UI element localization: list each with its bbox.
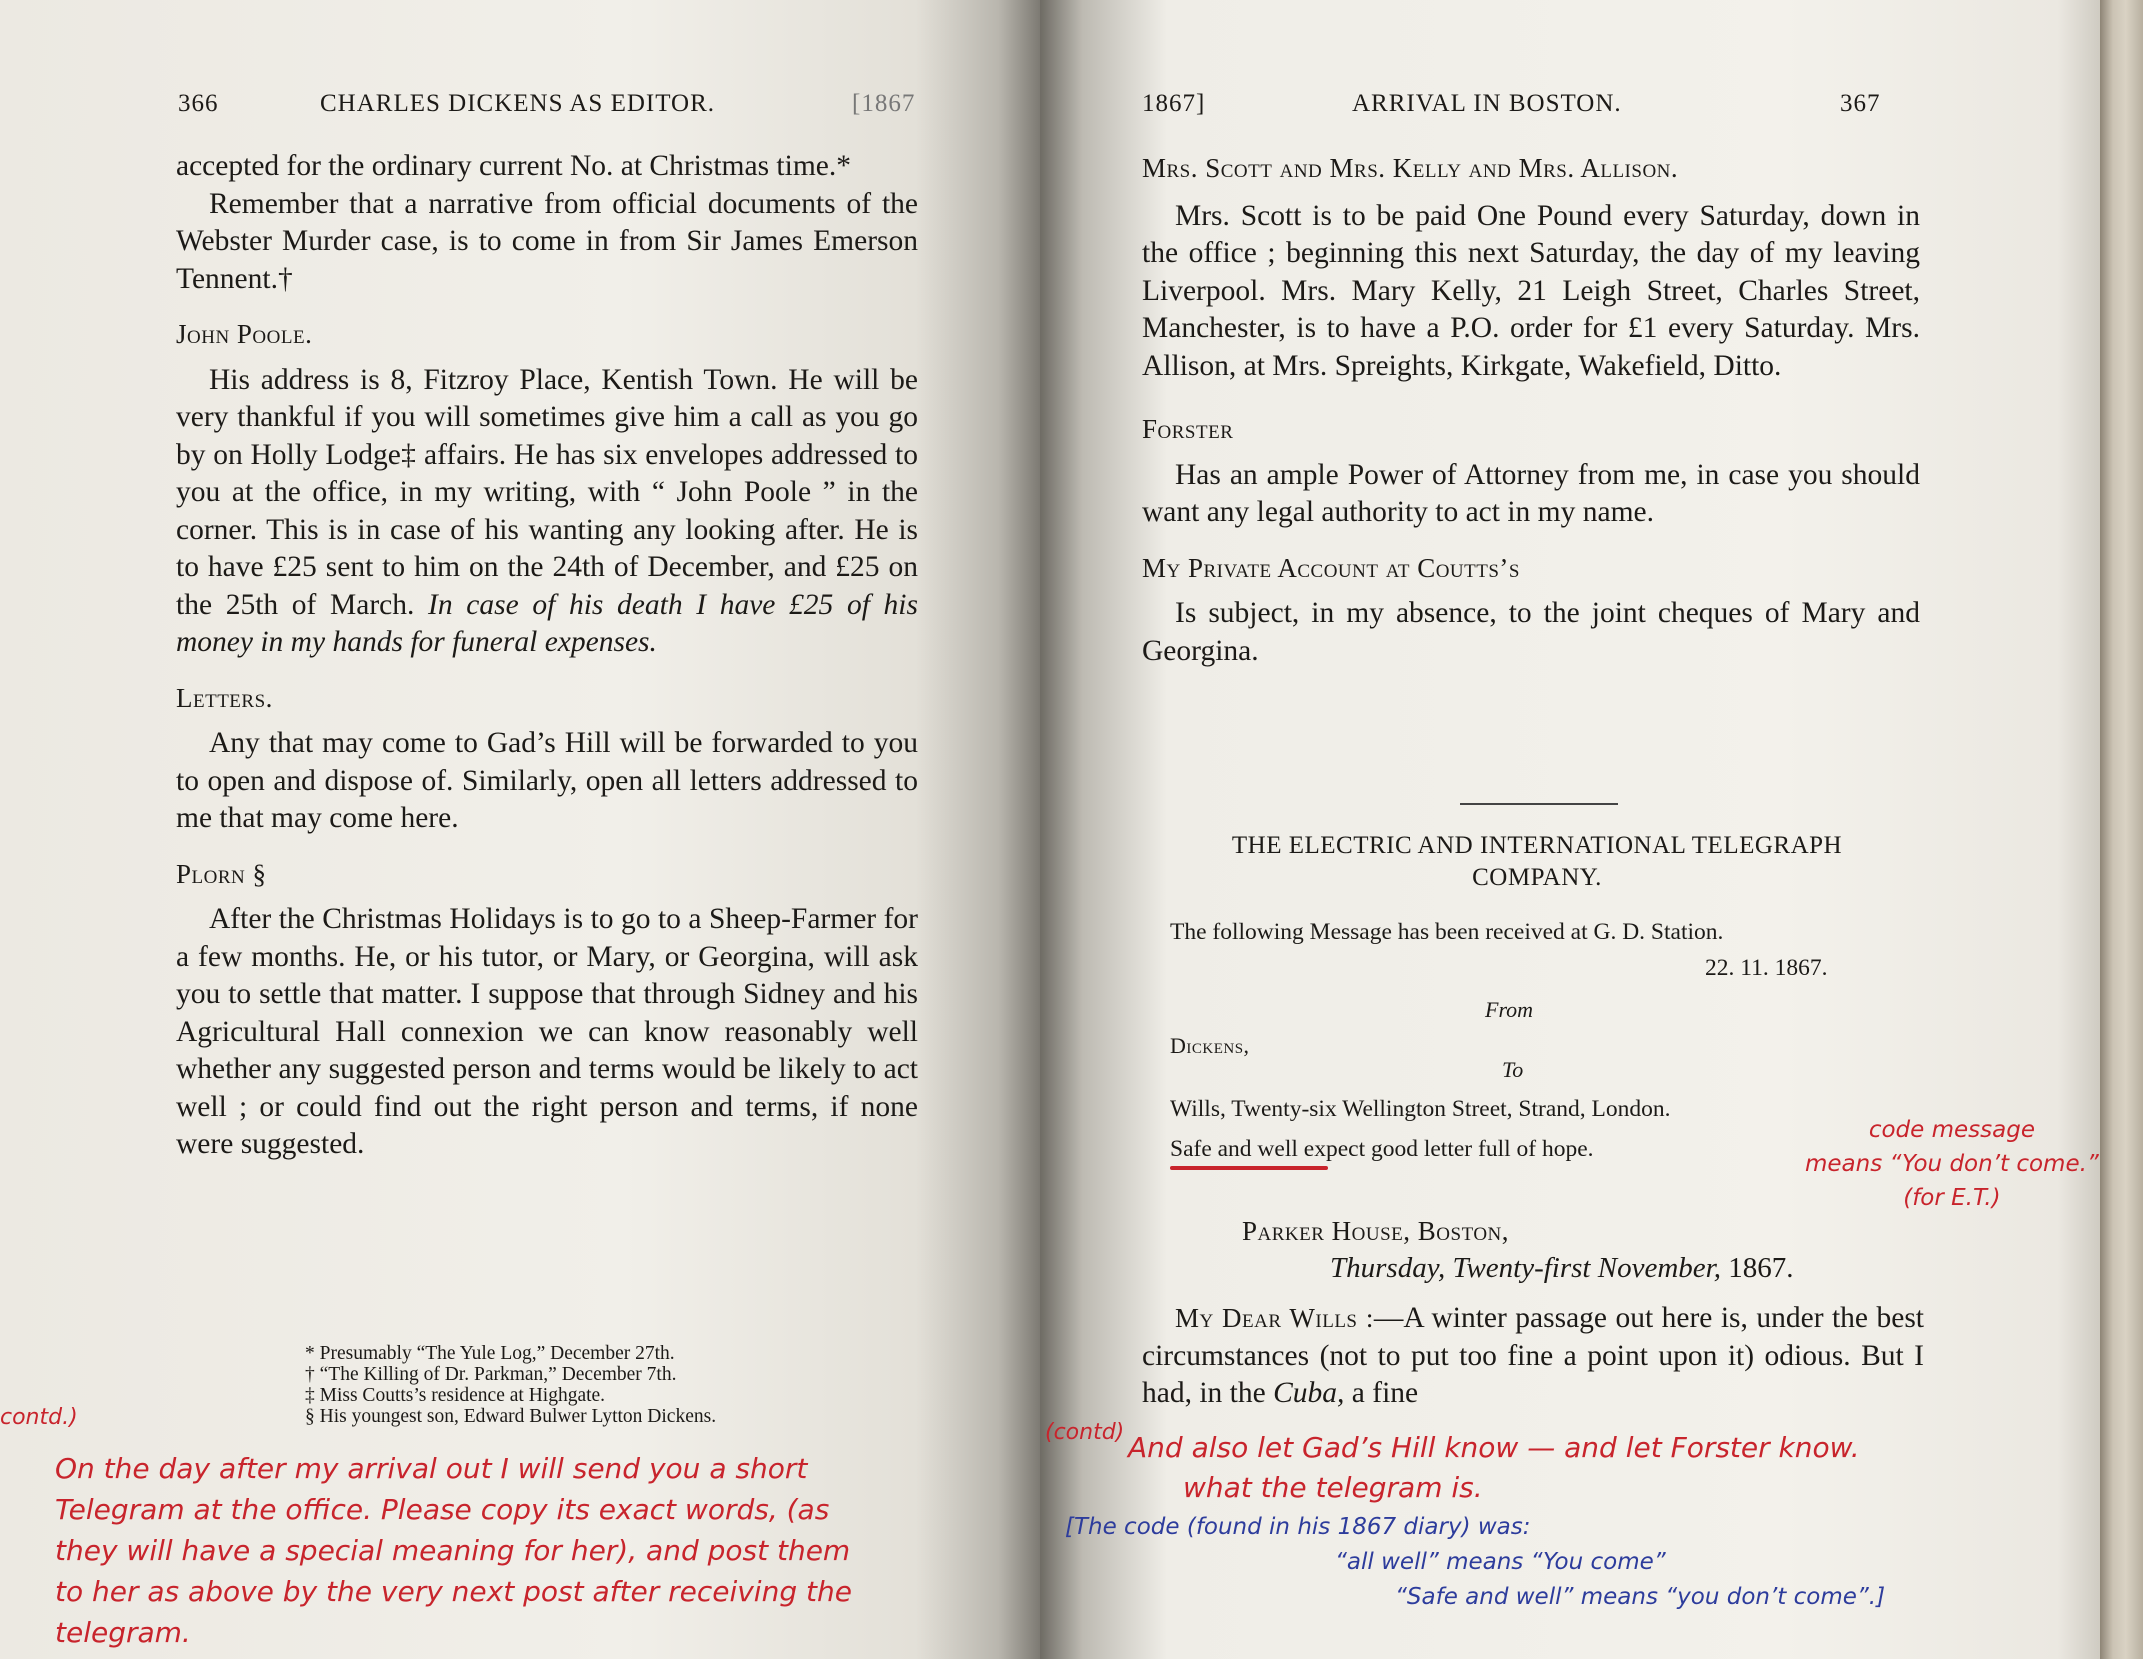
poole-italic: In case of his death I have £25 of his money in my hands for funeral expenses.: [176, 588, 918, 658]
footnotes: [305, 1343, 865, 1427]
book-edge: [2100, 0, 2143, 1659]
telegram-company-line1: THE ELECTRIC AND INTERNATIONAL TELEGRAPH: [1231, 832, 1843, 859]
paragraph-scott: Mrs. Scott is to be paid One Pound every Saturday, down in the office ; beginning this next Saturday, the day of my leaving Liverpool. Mrs. Mary Kelly, 21 Leigh Street, Charles Street, Manchester, is to have a P.O. order for £1 every Saturday. Mrs. Allison, at Mrs. Spreights, Kirkgate, Wakefield, Ditto.: [1142, 199, 1920, 382]
footnote-1: * Presumably “The Yule Log,” December 27th.: [305, 1343, 675, 1364]
letter-paragraph: [1142, 1300, 1924, 1413]
handwritten-code-note: [1805, 1113, 2099, 1215]
annotation-contd-right: (contd): [1045, 1420, 1125, 1445]
left-page-number: 366: [178, 90, 219, 117]
handwritten-annotation-left: [55, 1448, 852, 1653]
right-main-text: [1142, 150, 1920, 670]
paragraph-remember: Remember that a narrative from official documents of the Webster Murder case, is to come in from Sir James Emerson Tennent.†: [176, 187, 918, 295]
left-page: [0, 0, 1040, 1659]
code-note-line-3: (for E.T.): [1903, 1185, 2001, 1211]
telegram-to-label: To: [1502, 1057, 1524, 1082]
telegram-from-label: From: [1485, 997, 1534, 1022]
left-year-mark: [1867: [852, 90, 916, 117]
annotation-line-2: Telegram at the office. Please copy its exact words, (as: [55, 1493, 830, 1526]
handwritten-underline: [1170, 1166, 1328, 1170]
telegram-message-underlined: Safe and well: [1170, 1136, 1298, 1162]
letter-place-text: Parker House, Boston,: [1242, 1216, 1510, 1246]
paragraph-forster: Has an ample Power of Attorney from me, in case you should want any legal authority to act in my name.: [1142, 458, 1920, 528]
annotation-line-1: On the day after my arrival out I will send you a short: [55, 1452, 808, 1485]
paragraph-letters: Any that may come to Gad’s Hill will be forwarded to you to open and dispose of. Similarly, open all letters addressed to me that may come here.: [176, 727, 918, 834]
paragraph-plorn: After the Christmas Holidays is to go to a Sheep-Farmer for a few months. He, or his tutor, or Mary, or Georgina, will ask you to settle that matter. I suppose that through Sidney and his Agricultural Hall connexion we can know reasonably well whether any suggested person and terms would be likely to act well ; or could find out the right person and terms, if none were suggested.: [176, 903, 918, 1160]
letter-year: 1867.: [1720, 1252, 1794, 1284]
handwritten-code-explanation: [1065, 1510, 1885, 1615]
footnote-3: ‡ Miss Coutts’s residence at Highgate.: [305, 1385, 606, 1406]
heading-plorn: Plorn §: [176, 858, 267, 889]
telegram-to-address: Wills, Twenty-six Wellington Street, Strand, London.: [1170, 1096, 1671, 1122]
letter-body: [1142, 1300, 1924, 1413]
code-note-line-1: code message: [1868, 1117, 2035, 1143]
right-page: [1040, 0, 2100, 1659]
footnote-4: § His youngest son, Edward Bulwer Lytton Dickens.: [305, 1406, 717, 1427]
annotation-line-5: telegram.: [55, 1616, 191, 1649]
handwritten-annotation-right: [1128, 1428, 1860, 1508]
letter-text: —A winter passage out here is, under the best circumstances (not to put too fine a point upon it) odious. But I had, in the: [1142, 1302, 1924, 1409]
left-running-head: CHARLES DICKENS AS EDITOR.: [320, 90, 716, 117]
heading-private-account: My Private Account at Coutts’s: [1142, 552, 1520, 583]
code-explanation-line-2: “all well” means “You come”: [1335, 1549, 1666, 1575]
telegram-from-name: Dickens,: [1170, 1033, 1250, 1058]
heading-forster: Forster: [1142, 414, 1234, 444]
annotation-line-3: they will have a special meaning for her), and post them: [55, 1534, 851, 1567]
heading-john-poole: John Poole.: [176, 319, 313, 349]
paragraph-poole: [176, 362, 918, 662]
code-explanation-line-1: [The code (found in his 1867 diary) was:: [1065, 1514, 1531, 1540]
telegram-message-rest: expect good letter full of hope.: [1297, 1136, 1594, 1162]
letter-text-end: a fine: [1344, 1377, 1419, 1409]
telegram-date: 22. 11. 1867.: [1705, 955, 1828, 981]
letter-place: [1242, 1213, 1509, 1251]
letter-date: [1330, 1250, 1793, 1288]
code-explanation-line-3: “Safe and well” means “you don’t come”.]: [1395, 1584, 1886, 1610]
annotation-right-line-1: And also let Gad’s Hill know — and let Forster know.: [1128, 1431, 1860, 1464]
telegram-company-line2: COMPANY.: [1472, 864, 1602, 891]
heading-letters: Letters.: [176, 682, 273, 713]
footnote-2: † “The Killing of Dr. Parkman,” December 7th.: [305, 1364, 677, 1385]
right-page-number: 367: [1840, 90, 1881, 117]
telegram-message: [1170, 1133, 1594, 1165]
telegram-company: [1152, 830, 1922, 894]
telegram-received: The following Message has been received at G. D. Station.: [1170, 919, 1724, 945]
poole-text: His address is 8, Fitzroy Place, Kentish Town. He will be very thankful if you will sometimes give him a call as you go by on Holly Lodge‡ affairs. He has six envelopes addressed to you at the office, in my writing, with “ John Poole ” in the corner. This is in case of his wanting any looking after. He is to have £25 sent to him on the 24th of December, and £25 on the 25th of March.: [176, 363, 918, 621]
code-note-line-2: means “You don’t come.”: [1805, 1151, 2099, 1177]
heading-scott-kelly-allison: Mrs. Scott and Mrs. Kelly and Mrs. Allison.: [1142, 153, 1679, 183]
annotation-line-4: to her as above by the very next post after receiving the: [55, 1575, 852, 1608]
ship-name: Cuba,: [1273, 1377, 1345, 1409]
right-running-head: ARRIVAL IN BOSTON.: [1352, 90, 1622, 117]
right-year-mark: 1867]: [1142, 90, 1206, 117]
letter-date-italic: Thursday, Twenty-first November,: [1330, 1252, 1721, 1284]
paragraph-christmas: accepted for the ordinary current No. at Christmas time.*: [176, 150, 851, 182]
annotation-right-line-2: what the telegram is.: [1183, 1471, 1483, 1504]
section-divider: [1460, 803, 1618, 805]
letter-salutation: My Dear Wills :: [1175, 1303, 1374, 1333]
annotation-contd-left: contd.): [0, 1405, 78, 1430]
left-main-text: [176, 148, 918, 1164]
paragraph-coutts: Is subject, in my absence, to the joint cheques of Mary and Georgina.: [1142, 597, 1920, 667]
